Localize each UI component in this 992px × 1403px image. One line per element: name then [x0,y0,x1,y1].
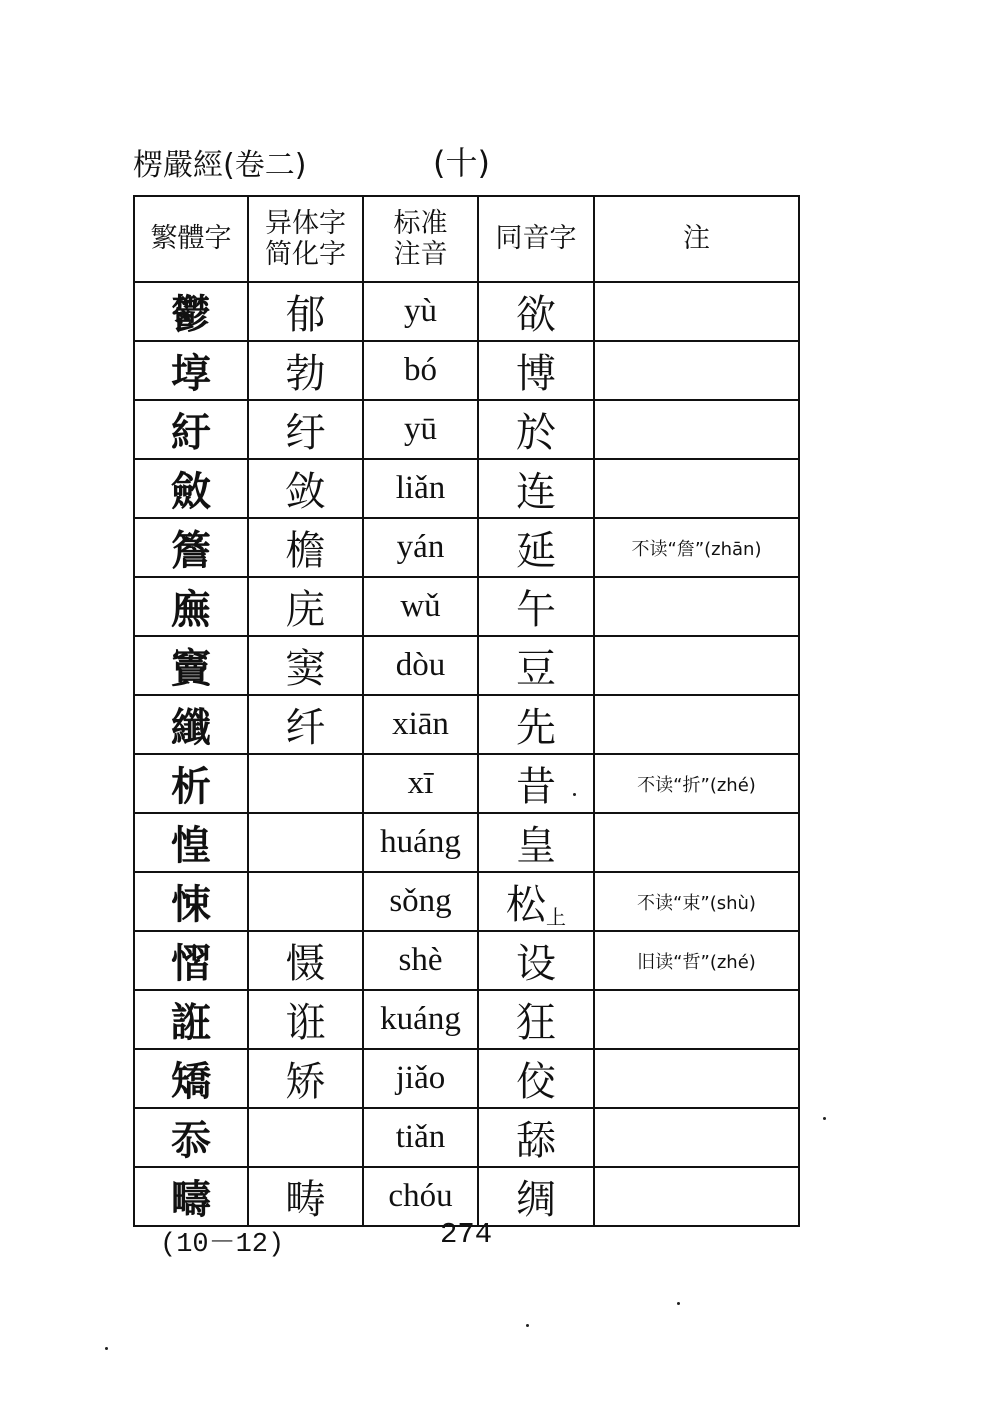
homophone-char-cell [478,577,594,636]
simplified-char-cell [248,636,363,695]
header-variant-line2: 简化字 [265,239,346,270]
simplified-char: 郁 [285,292,326,338]
homophone-char-cell [478,459,594,518]
simplified-char: 纡 [285,410,326,456]
simplified-char: 纤 [285,705,326,751]
note-cell [594,1049,799,1108]
header-variant-line1: 异体字 [265,207,346,239]
traditional-char: 忝 [171,1118,211,1164]
traditional-char: 析 [171,764,211,810]
pinyin: jiǎo [395,1060,446,1096]
note: 不读“折”(zhé) [637,774,756,796]
homophone-char: 於 [516,410,556,456]
pinyin: sǒng [389,883,452,919]
traditional-char: 埻 [171,351,211,397]
simplified-char-cell [248,459,363,518]
traditional-char: 悚 [171,882,211,928]
traditional-char-cell [134,695,248,754]
table-header-row [134,196,799,282]
simplified-char-cell [248,400,363,459]
note-cell [594,754,799,813]
header-traditional: 繁體字 [134,196,248,282]
traditional-char: 簷 [171,528,211,574]
traditional-char: 斂 [171,469,211,515]
traditional-char-cell [134,400,248,459]
pinyin: kuáng [380,1001,461,1037]
table-row [134,872,799,931]
scan-speck [823,1117,826,1120]
pinyin: shè [398,942,443,978]
traditional-char: 廡 [171,587,211,633]
scan-speck [526,1324,529,1327]
traditional-char-cell [134,1108,248,1167]
simplified-char: 勃 [285,351,326,397]
note-cell [594,872,799,931]
pinyin-cell [363,1049,478,1108]
traditional-char: 惶 [171,823,211,869]
traditional-char: 誑 [171,1000,211,1046]
homophone-char: 午 [516,587,556,633]
traditional-char-cell [134,754,248,813]
homophone-char: 延 [516,528,556,574]
page-number: 274 [440,1218,493,1251]
homophone-char: 绸 [516,1177,556,1223]
traditional-char: 疇 [171,1177,211,1223]
simplified-char-cell [248,577,363,636]
note-cell [594,813,799,872]
simplified-char-cell [248,754,363,813]
homophone-char: 先 [516,705,556,751]
pinyin-cell [363,754,478,813]
header-homophone: 同音字 [478,196,594,282]
table-row [134,459,799,518]
traditional-char-cell [134,872,248,931]
traditional-char-cell [134,518,248,577]
simplified-char: 窦 [285,646,326,692]
pinyin-cell [363,931,478,990]
note-cell [594,518,799,577]
homophone-char: 豆 [516,646,556,692]
simplified-char-cell [248,990,363,1049]
pinyin-cell [363,813,478,872]
table-row [134,518,799,577]
table-body [134,282,799,1226]
homophone-char-cell [478,754,594,813]
traditional-char-cell [134,813,248,872]
table-row [134,813,799,872]
homophone-char: 皇 [516,823,556,869]
simplified-char-cell [248,518,363,577]
simplified-char: 庑 [285,587,326,633]
homophone-char: 佼 [516,1059,556,1105]
simplified-char: 敛 [285,469,326,515]
traditional-char-cell [134,636,248,695]
homophone-char: 博 [516,351,556,397]
pinyin-cell [363,341,478,400]
simplified-char-cell [248,282,363,341]
pinyin-cell [363,282,478,341]
simplified-char-cell [248,1108,363,1167]
pronunciation-table-container [133,195,798,1227]
homophone-char-cell [478,1108,594,1167]
pinyin: chóu [388,1178,453,1214]
pinyin: yán [396,529,445,565]
homophone-char: 昔 [516,764,556,810]
scan-speck [105,1347,108,1350]
pinyin-cell [363,872,478,931]
traditional-char-cell [134,1049,248,1108]
note: 不读“束”(shù) [637,892,756,914]
homophone-char-cell [478,341,594,400]
note: 旧读“哲”(zhé) [637,951,756,973]
scan-speck [573,793,576,796]
homophone-char: 松 [506,882,546,928]
table-row [134,400,799,459]
homophone-char-cell [478,1167,594,1226]
table-row [134,341,799,400]
note-cell [594,931,799,990]
homophone-char-cell [478,695,594,754]
pronunciation-table [133,195,800,1227]
note-cell [594,400,799,459]
traditional-char: 矯 [171,1059,211,1105]
pinyin-cell [363,459,478,518]
pinyin-cell [363,518,478,577]
simplified-char: 畴 [285,1177,326,1223]
table-row [134,695,799,754]
homophone-char-cell [478,872,594,931]
note-cell [594,1167,799,1226]
simplified-char-cell [248,1049,363,1108]
pinyin: bó [404,352,437,388]
traditional-char-cell [134,1167,248,1226]
homophone-char-cell [478,518,594,577]
traditional-char: 纖 [171,705,211,751]
homophone-char-cell [478,400,594,459]
footer-code: (10－12) [160,1230,285,1260]
traditional-char-cell [134,577,248,636]
homophone-char: 狂 [516,1000,556,1046]
pinyin: wǔ [400,588,441,624]
traditional-char-cell [134,341,248,400]
table-row [134,931,799,990]
traditional-char-cell [134,282,248,341]
note-cell [594,282,799,341]
table-row [134,1108,799,1167]
note-cell [594,1108,799,1167]
pinyin-cell [363,577,478,636]
pinyin: xiān [392,706,449,742]
scan-speck [677,1302,680,1305]
traditional-char: 竇 [171,646,211,692]
homophone-char-cell [478,813,594,872]
table-row [134,577,799,636]
simplified-char-cell [248,813,363,872]
simplified-char-cell [248,695,363,754]
book-title: 楞嚴經(卷二) [133,148,307,183]
note-cell [594,636,799,695]
homophone-char-cell [478,636,594,695]
traditional-char-cell [134,459,248,518]
simplified-char: 檐 [285,528,326,574]
header-pinyin-line1: 标准 [393,207,448,239]
note-cell [594,341,799,400]
homophone-char-cell [478,990,594,1049]
tone-mark: 上 [546,905,566,929]
pinyin-cell [363,400,478,459]
traditional-char: 鬱 [171,292,211,338]
header-standard-pinyin [363,196,478,282]
pinyin-cell [363,636,478,695]
pinyin-cell [363,990,478,1049]
pinyin: tiǎn [395,1119,446,1155]
traditional-char-cell [134,990,248,1049]
pinyin: dòu [395,647,446,683]
simplified-char-cell [248,872,363,931]
pinyin: yù [404,293,437,329]
traditional-char: 紆 [171,410,211,456]
traditional-char: 慴 [171,941,211,987]
header-note: 注 [594,196,799,282]
homophone-char: 欲 [516,292,556,338]
note-cell [594,459,799,518]
header-pinyin-line2: 注音 [393,239,448,270]
header-variant-simplified [248,196,363,282]
pinyin: xī [407,765,434,801]
section-number: (十) [433,144,490,182]
pinyin-cell [363,695,478,754]
pinyin: huáng [380,824,461,860]
note-cell [594,695,799,754]
note-cell [594,990,799,1049]
table-row [134,990,799,1049]
table-row [134,636,799,695]
homophone-char-cell [478,282,594,341]
homophone-char-cell [478,931,594,990]
table-row [134,282,799,341]
note-cell [594,577,799,636]
pinyin: liǎn [395,470,446,506]
simplified-char: 慑 [285,941,326,987]
simplified-char: 矫 [285,1059,326,1105]
simplified-char-cell [248,1167,363,1226]
homophone-char: 设 [516,941,556,987]
homophone-char: 舔 [516,1118,556,1164]
traditional-char-cell [134,931,248,990]
table-row [134,1049,799,1108]
homophone-char-cell [478,1049,594,1108]
pinyin-cell [363,1108,478,1167]
simplified-char: 诳 [285,1000,326,1046]
table-row [134,754,799,813]
simplified-char-cell [248,341,363,400]
note: 不读“詹”(zhān) [631,538,762,560]
simplified-char-cell [248,931,363,990]
pinyin: yū [404,411,437,447]
homophone-char: 连 [516,469,556,515]
